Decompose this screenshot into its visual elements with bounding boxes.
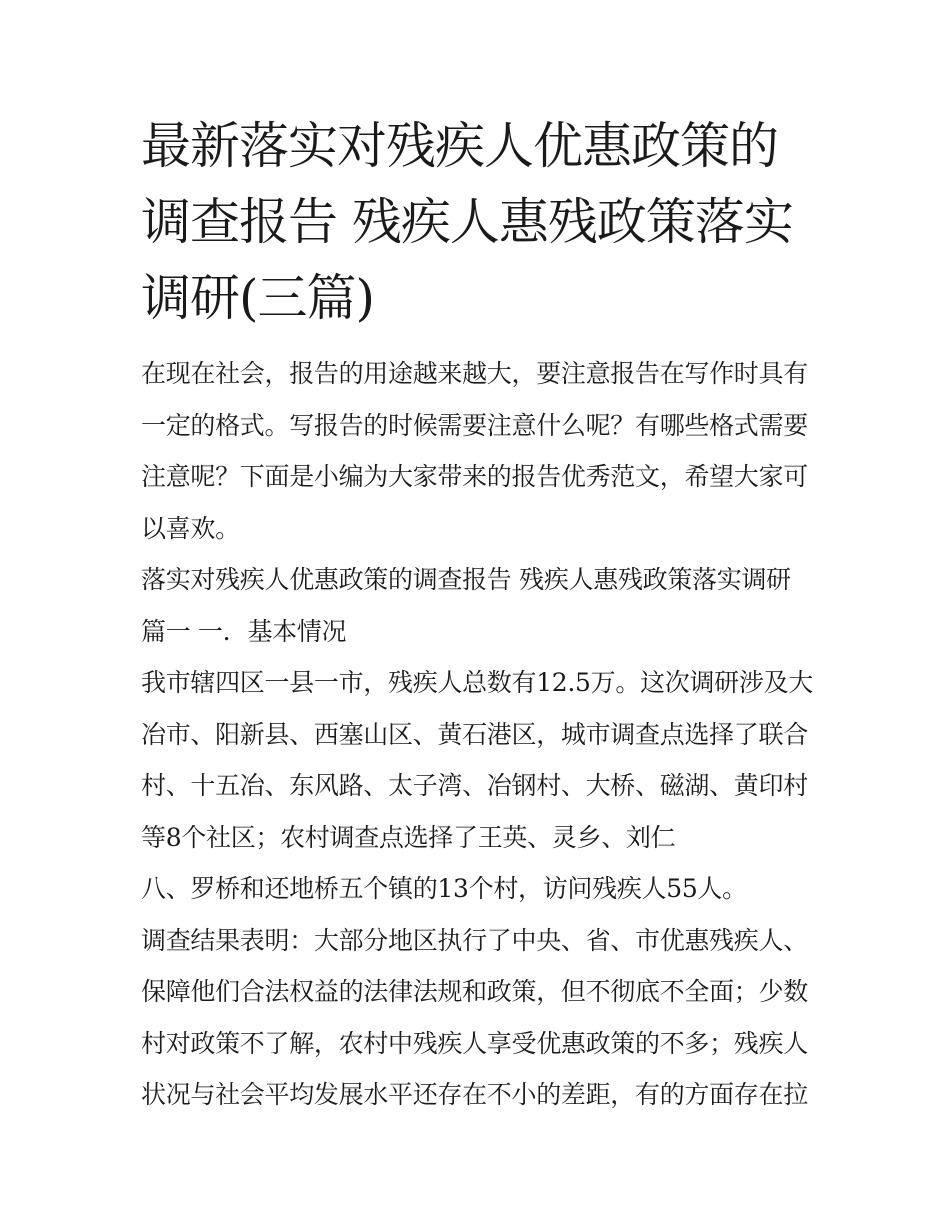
body-line: 落实对残疾人优惠政策的调查报告 残疾人惠残政策落实调研 — [141, 565, 791, 594]
body-line: 调查结果表明：大部分地区执行了中央、省、市优惠残疾人、 — [141, 925, 808, 955]
body-line: 村、十五冶、东风路、太子湾、冶钢村、大桥、磁湖、黄印村 — [141, 771, 808, 800]
body-line: 保障他们合法权益的法律法规和政策，但不彻底不全面；少数 — [141, 977, 808, 1006]
body-line: 等8个社区；农村调查点选择了王英、灵乡、刘仁 — [141, 822, 676, 852]
document-title — [141, 108, 821, 336]
document-page — [141, 108, 821, 1121]
body-line: 我市辖四区一县一市，残疾人总数有12.5万。这次调研涉及大 — [141, 668, 813, 697]
body-line: 村对政策不了解，农村中残疾人享受优惠政策的不多；残疾人 — [141, 1028, 808, 1058]
body-line: 八、罗桥和还地桥五个镇的13个村，访问残疾人55人。 — [141, 874, 747, 903]
title-line: 最新落实对残疾人优惠政策的 — [141, 117, 778, 175]
body-line: 一定的格式。写报告的时候需要注意什么呢？有哪些格式需要 — [141, 410, 808, 440]
body-line: 以喜欢。 — [141, 513, 240, 543]
section-heading: 篇一 一．基本情况 — [141, 616, 347, 646]
body-line: 冶市、阳新县、西塞山区、黄石港区，城市调查点选择了联合 — [141, 719, 808, 749]
document-body — [141, 348, 821, 1121]
body-line: 状况与社会平均发展水平还存在不小的差距，有的方面存在拉 — [141, 1080, 808, 1109]
body-line: 注意呢？下面是小编为大家带来的报告优秀范文，希望大家可 — [141, 462, 808, 491]
title-line: 调查报告 残疾人惠残政策落实 — [141, 193, 793, 251]
title-line: 调研(三篇) — [141, 269, 375, 327]
body-line: 在现在社会，报告的用途越来越大，要注意报告在写作时具有 — [141, 359, 808, 388]
